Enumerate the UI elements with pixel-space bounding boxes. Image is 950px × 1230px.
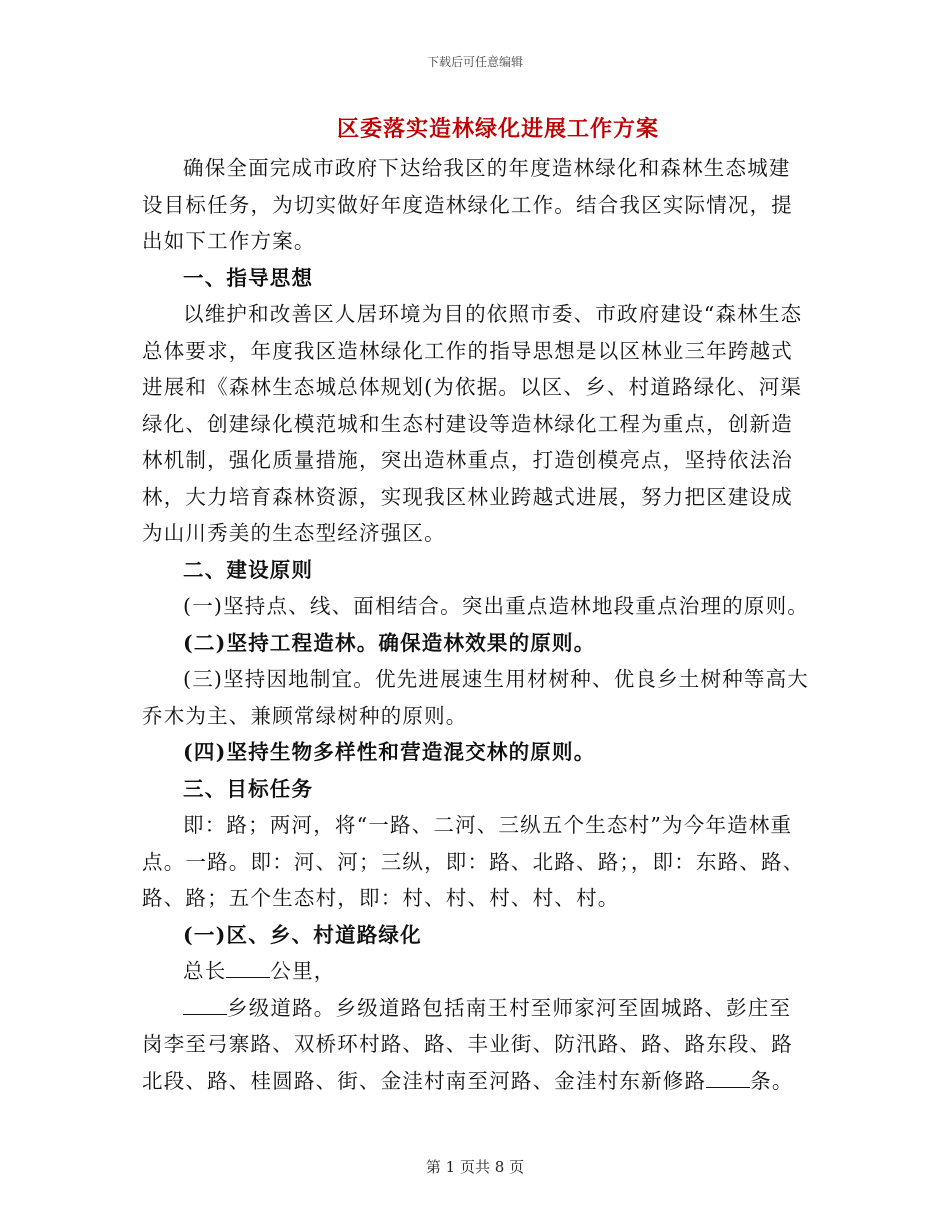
principle-4: (四)坚持生物多样性和营造混交林的原则。 [183, 740, 596, 764]
section-heading-guiding-ideology: 一、指导思想 [183, 265, 314, 290]
document-title: 区委落实造林绿化进展工作方案 [336, 116, 659, 142]
section-heading-targets: 三、目标任务 [183, 776, 314, 801]
guiding-ideology-paragraph: 以维护和改善区人居环境为目的依照市委、市政府建设“森林生态总体要求，年度我区造林绿化工作的指导思想是以区林业三年跨越式进展和《森林生态城总体规划(为依据。以区、乡、村道路绿化、河渠绿化、创建绿化模范城和生态村建设等造林绿化工程为重点，创新造林机制，强化质量措施，突出造林重点，打造创模亮点，坚持依法治林，大力培育森林资源，实现我区林业跨越式进展，努力把区建设成为山川秀美的生态型经济强区。 [142, 302, 803, 545]
page-footer: 第 1 页共 8 页 [425, 1158, 525, 1176]
targets-paragraph: 即：路；两河，将“一路、二河、三纵五个生态村”为今年造林重点。一路。即：河、河；三纵，即：路、北路、路；，即：东路、路、路、路；五个生态村，即：村、村、村、村、村。 [142, 813, 805, 910]
document-body [142, 150, 812, 1099]
header-note: 下载后可任意编辑 [426, 55, 523, 69]
principle-2: (二)坚持工程造林。确保造林效果的原则。 [183, 630, 596, 655]
township-roads-end: 条。 [750, 1068, 794, 1093]
total-length-line [142, 953, 812, 990]
blank-field [226, 959, 270, 978]
intro-paragraph: 确保全面完成市政府下达给我区的年度造林绿化和森林生态城建设目标任务，为切实做好年度造林绿化工作。结合我区实际情况，提出如下工作方案。 [142, 156, 793, 253]
principle-1: (一)坚持点、线、面相结合。突出重点造林地段重点治理的原则。 [183, 594, 809, 618]
section-heading-principles: 二、建设原则 [183, 557, 314, 582]
principle-3: (三)坚持因地制宜。优先进展速生用材树种、优良乡土树种等高大乔木为主、兼顾常绿树种的原则。 [142, 667, 809, 728]
subsection-heading-road-greening: (一)区、乡、村道路绿化 [183, 922, 422, 947]
total-length-label: 总长 [183, 959, 227, 983]
blank-field [706, 1069, 750, 1088]
township-roads-text: 乡级道路。乡级道路包括南王村至师家河至固城路、彭庄至岗李至弓寨路、双桥环村路、路、丰业街、防汛路、路、路东段、路北段、路、桂圆路、街、金洼村南至河路、金洼村东新修路 [142, 995, 793, 1093]
township-roads-paragraph [142, 990, 812, 1100]
total-length-unit: 公里， [270, 959, 336, 983]
blank-field [183, 996, 227, 1015]
